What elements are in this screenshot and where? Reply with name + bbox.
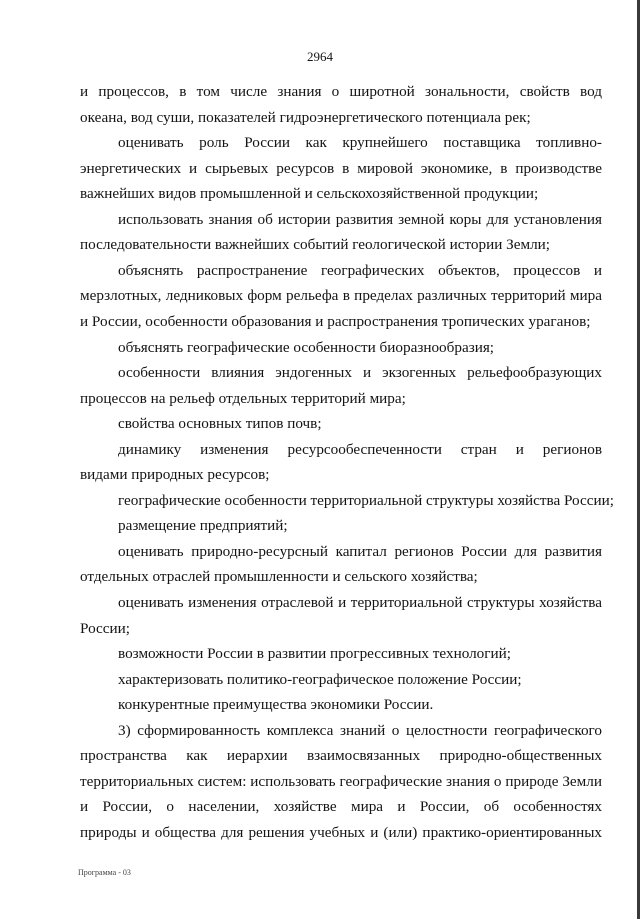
text-line: возможности России в развитии прогрессивных технологий; [118,645,511,662]
page-number: 2964 [307,49,333,64]
text-line: пространства как иерархии взаимосвязанных природно-общественных [80,747,602,764]
text-line: океана, вод суши, показателей гидроэнергетического потенциала рек; [80,109,531,126]
text-line: географические особенности территориальной структуры хозяйства России; [118,492,614,509]
text-line: конкурентные преимущества экономики России. [118,696,434,713]
text-line: процессов на рельеф отдельных территорий мира; [80,390,406,407]
text-line: особенности влияния эндогенных и экзогенных рельефообразующих [118,364,602,381]
text-line: динамику изменения ресурсообеспеченности стран и регионов [118,441,602,458]
text-line: использовать знания об истории развития земной коры для установления [118,211,602,228]
text-line: оценивать роль России как крупнейшего поставщика топливно- [118,134,602,151]
text-line: размещение предприятий; [118,517,288,534]
text-line: объяснять распространение географических объектов, процессов и [118,262,602,279]
text-line: 3) сформированность комплекса знаний о целостности географического [118,722,602,739]
text-line: территориальных систем: использовать географические знания о природе Земли [80,773,602,790]
text-line: и России, о населении, хозяйстве мира и России, об особенностях [80,798,602,815]
text-line: отдельных отраслей промышленности и сельского хозяйства; [80,568,478,585]
page-footer: Программа - 03 [78,868,131,877]
text-line: оценивать природно-ресурсный капитал регионов России для развития [118,543,602,560]
text-line: характеризовать политико-географическое положение России; [118,671,522,688]
text-line: последовательности важнейших событий геологической истории Земли; [80,236,551,253]
text-line: мерзлотных, ледниковых форм рельефа в пределах различных территорий мира [80,287,602,304]
text-line: России; [80,620,130,637]
text-line: энергетических и сырьевых ресурсов в мировой экономике, в производстве [80,160,602,177]
text-line: объяснять географические особенности биоразнообразия; [118,339,495,356]
text-line: видами природных ресурсов; [80,466,270,483]
text-line: природы и общества для решения учебных и (или) практико-ориентированных [80,824,602,841]
text-line: свойства основных типов почв; [118,415,322,432]
text-line: и России, особенности образования и распространения тропических ураганов; [80,313,591,330]
text-line: и процессов, в том числе знания о широтной зональности, свойств вод [80,83,602,100]
text-line: важнейших видов промышленной и сельскохозяйственной продукции; [80,185,539,202]
text-line: оценивать изменения отраслевой и территориальной структуры хозяйства [118,594,602,611]
